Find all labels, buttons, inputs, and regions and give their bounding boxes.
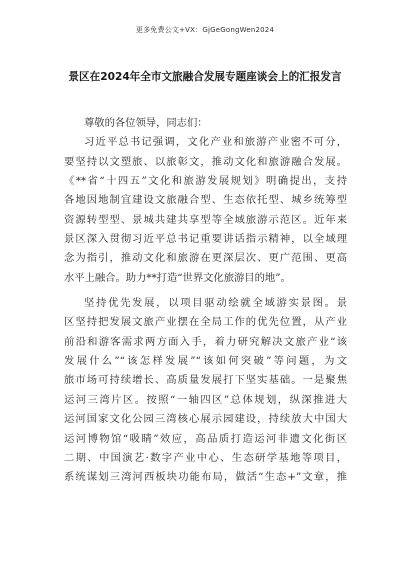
- header-note: 更多免费公文+VX：GjGeGongWen2024: [135, 26, 275, 34]
- document-body: [64, 114, 347, 488]
- paragraph-line: 景区深入贯彻习近平总书记重要讲话指示精神，以全域理: [64, 233, 347, 246]
- paragraph-line: 各地因地制宜建设文旅融合型、生态依托型、城乡统筹型: [64, 194, 347, 207]
- paragraph-line: 念为指引，推动文化和旅游在更深层次、更广范围、更高: [64, 252, 347, 265]
- salutation: 尊敬的各位领导，同志们：: [84, 117, 208, 129]
- paragraph-line: 资源转型型、景城共建共享型等全域旅游示范区。近年来: [64, 213, 347, 226]
- paragraph-line: 系统谋划三湾河西板块功能布局，做活“生态+”文章，推: [64, 471, 347, 484]
- paragraph-line: 运河三湾片区。按照“一轴四区”总体规划，纵深推进大: [64, 393, 347, 406]
- paragraph-line: 运河博物馆“吸睛”效应，高品质打造运河非遗文化街区: [64, 432, 347, 445]
- paragraph-line: 要坚持以文塑旅、以旅彰文，推动文化和旅游融合发展。: [64, 155, 347, 168]
- paragraph-line: 《**省“十四五”文化和旅游发展规划》明确提出，支持: [64, 175, 347, 188]
- paragraph-line: 习近平总书记强调，文化产业和旅游产业密不可分，: [84, 136, 347, 149]
- paragraph-line: 区坚持把发展文旅产业摆在全局工作的优先位置，从产业: [64, 316, 347, 329]
- document-title: 景区在2024年全市文旅融合发展专题座谈会上的汇报发言: [68, 71, 342, 83]
- paragraph-line: 坚持优先发展，以项目驱动绘就全域游实景图。景: [84, 297, 347, 310]
- paragraph-line: 运河国家文化公园三湾核心展示园建设，持续放大中国大: [64, 413, 347, 426]
- paragraph-line: 发展什么”“该怎样发展”“该如何突破”等问题，为文: [64, 355, 347, 368]
- paragraph-line: 旅市场可持续增长、高质量发展打下坚实基础。一是聚焦: [64, 374, 347, 387]
- paragraph-line: 前沿和游客需求两方面入手，着力研究解决文旅产业“该: [64, 335, 347, 348]
- paragraph-line: 水平上融合。助力**打造“世界文化旅游目的地”。: [64, 271, 291, 284]
- paragraph-line: 二期、中国演艺·数字产业中心、生态研学基地等项目，: [64, 451, 347, 464]
